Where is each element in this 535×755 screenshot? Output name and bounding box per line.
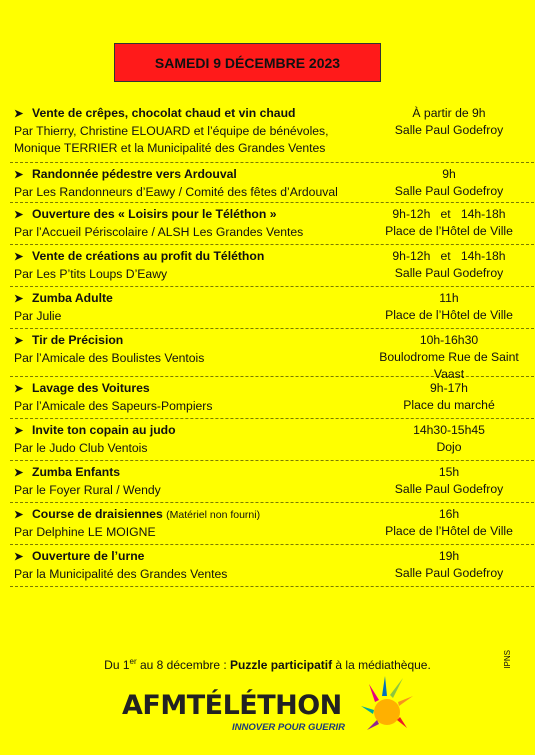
event-time: 9h-17h: [430, 381, 468, 395]
arrow-icon: ➤: [14, 509, 24, 521]
event-schedule: [364, 506, 534, 544]
event-organizer: Par Thierry, Christine ELOUARD et l’équipe de bénévoles, Monique TERRIER et la Municipalité des Grandes Ventes: [14, 124, 329, 155]
event-time: 9h-12h et 14h-18h: [392, 207, 506, 221]
event-schedule: [364, 290, 534, 328]
event-time: 14h30-15h45: [413, 423, 485, 437]
event-note: (Matériel non fourni): [166, 509, 261, 521]
event-row: [10, 103, 534, 163]
arrow-icon: ➤: [14, 209, 24, 221]
event-title-line: [14, 380, 364, 398]
date-banner: SAMEDI 9 DÉCEMBRE 2023: [114, 43, 381, 82]
event-title-line: [14, 548, 364, 566]
event-title-line: [14, 332, 364, 350]
event-place: Salle Paul Godefroy: [394, 482, 504, 496]
event-row: [10, 545, 534, 587]
event-time: 15h: [438, 465, 460, 479]
event-schedule: [364, 105, 534, 162]
event-row: [10, 163, 534, 203]
footer-middle: au 8 décembre :: [136, 658, 231, 672]
event-title: Zumba Enfants: [32, 465, 121, 479]
event-schedule: [364, 548, 534, 586]
event-time: 9h-12h et 14h-18h: [392, 249, 506, 263]
event-place: Boulodrome Rue de Saint Vaast: [379, 350, 519, 381]
event-schedule: [364, 332, 534, 381]
event-organizer: Par Julie: [14, 309, 62, 323]
event-row: [10, 287, 534, 329]
ipns-label: IPNS: [503, 650, 512, 669]
arrow-icon: ➤: [14, 293, 24, 305]
event-place: Salle Paul Godefroy: [394, 184, 504, 198]
sun-icon: [357, 672, 417, 738]
event-info: [10, 506, 364, 544]
footer-note: [0, 657, 535, 672]
event-time: 16h: [438, 507, 460, 521]
event-place: Dojo: [436, 440, 462, 454]
arrow-icon: ➤: [14, 467, 24, 479]
event-info: [10, 105, 364, 162]
event-info: [10, 166, 364, 202]
event-info: [10, 422, 364, 460]
event-title: Vente de crêpes, chocolat chaud et vin chaud: [32, 106, 296, 120]
footer-prefix: Du 1: [104, 658, 130, 672]
afm-telethon-logo: [122, 672, 422, 742]
event-info: [10, 380, 364, 418]
event-organizer: Par Les P’tits Loups D’Eawy: [14, 267, 168, 281]
event-title: Course de draisiennes: [32, 507, 163, 521]
event-row: [10, 329, 534, 381]
event-place: Place de l’Hôtel de Ville: [385, 524, 513, 538]
event-organizer: Par le Judo Club Ventois: [14, 441, 148, 455]
event-title-line: [14, 422, 364, 440]
event-organizer: Par le Foyer Rural / Wendy: [14, 483, 161, 497]
event-schedule: [364, 422, 534, 460]
event-time: 11h: [439, 291, 459, 305]
arrow-icon: ➤: [14, 108, 24, 120]
event-info: [10, 548, 364, 586]
event-place: Place de l’Hôtel de Ville: [385, 224, 513, 238]
event-info: [10, 464, 364, 502]
event-place: Place de l’Hôtel de Ville: [385, 308, 513, 322]
event-organizer: Par l’Accueil Périscolaire / ALSH Les Grandes Ventes: [14, 225, 304, 239]
event-place: Salle Paul Godefroy: [394, 266, 504, 280]
event-place: Place du marché: [403, 398, 495, 412]
logo-brand: AFMTÉLÉTHON: [122, 690, 342, 721]
event-title-line: [14, 464, 364, 482]
logo-tagline: INNOVER POUR GUERIR: [232, 722, 345, 733]
arrow-icon: ➤: [14, 335, 24, 347]
event-time: 10h-16h30: [419, 333, 479, 347]
arrow-icon: ➤: [14, 551, 24, 563]
event-row: [10, 419, 534, 461]
event-title-line: [14, 166, 364, 184]
event-row: [10, 461, 534, 503]
event-title-line: [14, 206, 364, 224]
event-organizer: Par la Municipalité des Grandes Ventes: [14, 567, 228, 581]
event-list: [10, 103, 534, 587]
event-schedule: [364, 166, 534, 202]
event-time: À partir de 9h: [412, 106, 486, 120]
event-row: [10, 245, 534, 287]
event-title: Invite ton copain au judo: [32, 423, 176, 437]
arrow-icon: ➤: [14, 169, 24, 181]
event-schedule: [364, 464, 534, 502]
event-title: Tir de Précision: [32, 333, 124, 347]
event-row: [10, 377, 534, 419]
event-title-line: [14, 105, 364, 123]
event-title: Lavage des Voitures: [32, 381, 150, 395]
event-title-line: [14, 290, 364, 308]
event-info: [10, 206, 364, 244]
event-title: Zumba Adulte: [32, 291, 113, 305]
event-time: 19h: [438, 549, 460, 563]
event-title-line: [14, 248, 364, 266]
event-place: Salle Paul Godefroy: [394, 123, 504, 137]
arrow-icon: ➤: [14, 383, 24, 395]
event-organizer: Par l’Amicale des Boulistes Ventois: [14, 351, 205, 365]
arrow-icon: ➤: [14, 251, 24, 263]
event-schedule: [364, 248, 534, 286]
event-info: [10, 248, 364, 286]
arrow-icon: ➤: [14, 425, 24, 437]
event-title: Randonnée pédestre vers Ardouval: [32, 167, 237, 181]
event-organizer: Par Les Randonneurs d’Eawy / Comité des fêtes d’Ardouval: [14, 185, 338, 199]
event-title: Ouverture des « Loisirs pour le Téléthon »: [32, 207, 277, 221]
event-schedule: [364, 206, 534, 244]
footer-sup: er: [129, 657, 137, 666]
event-title: Vente de créations au profit du Téléthon: [32, 249, 265, 263]
event-info: [10, 290, 364, 328]
event-schedule: [364, 380, 534, 418]
event-row: [10, 503, 534, 545]
footer-bold: Puzzle participatif: [230, 658, 333, 672]
event-title: Ouverture de l’urne: [32, 549, 145, 563]
event-place: Salle Paul Godefroy: [394, 566, 504, 580]
event-organizer: Par l’Amicale des Sapeurs-Pompiers: [14, 399, 213, 413]
event-organizer: Par Delphine LE MOIGNE: [14, 525, 156, 539]
event-info: [10, 332, 364, 376]
footer-suffix: à la médiathèque.: [332, 658, 431, 672]
event-title-line: [14, 506, 364, 524]
event-row: [10, 203, 534, 245]
event-time: 9h: [442, 167, 456, 181]
